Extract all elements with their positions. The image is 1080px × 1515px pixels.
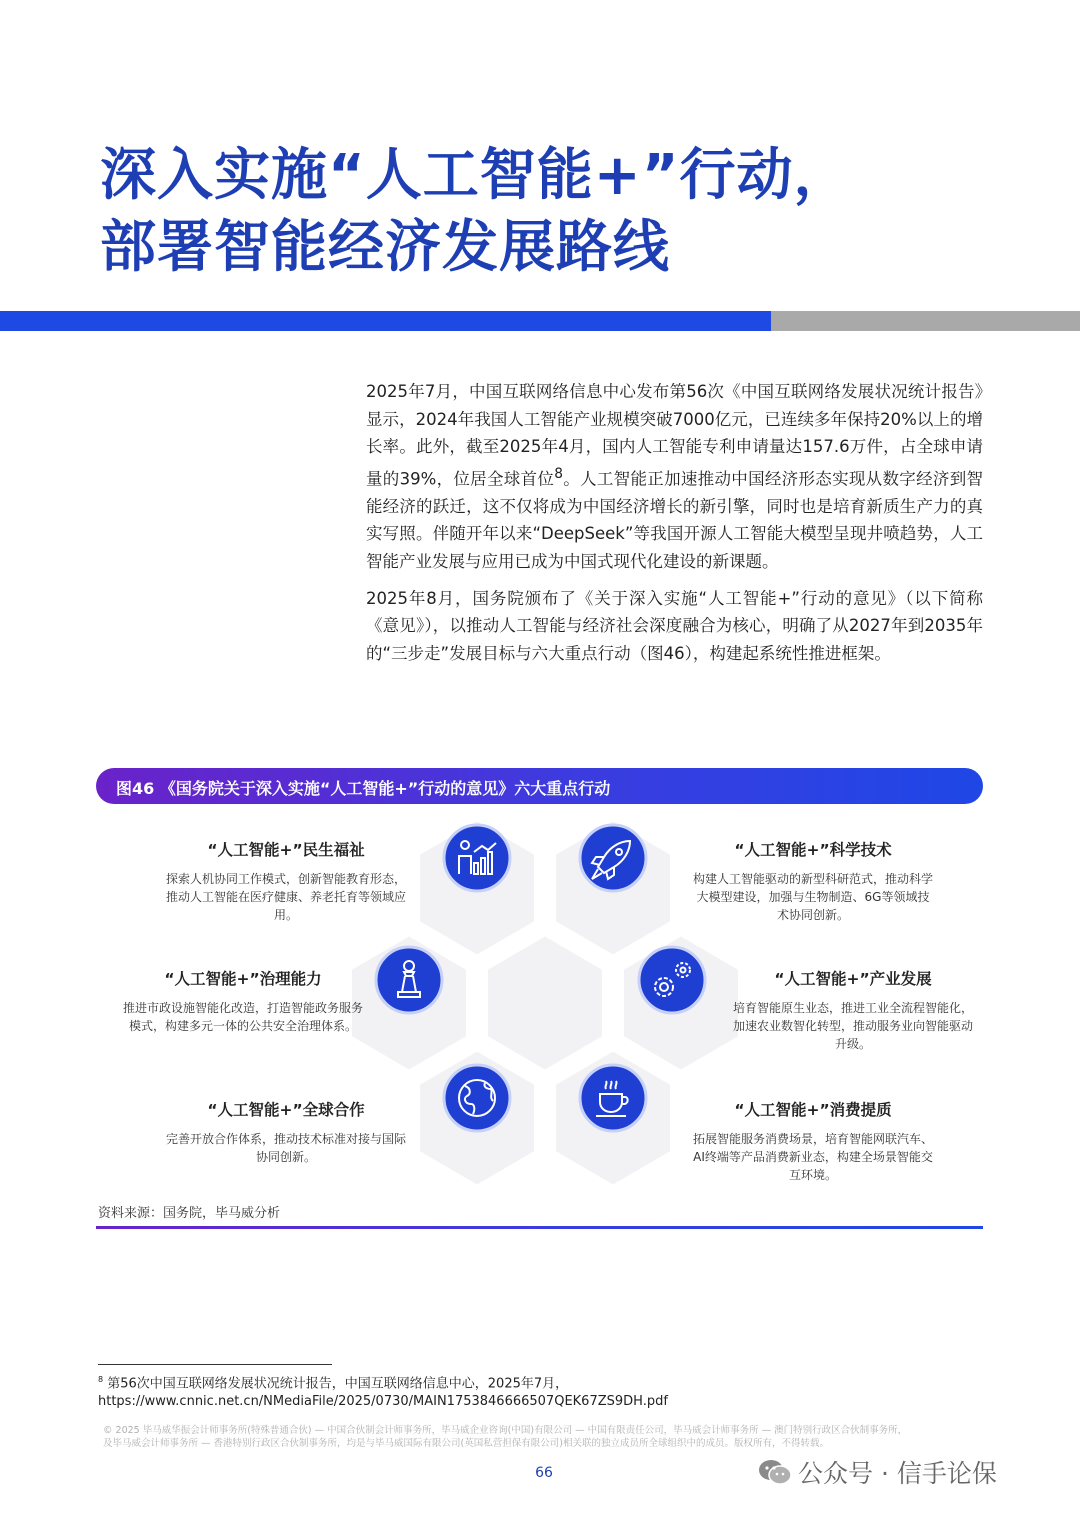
footnote-marker: 8 [98, 1375, 104, 1384]
action-item-industry [733, 967, 973, 1053]
legal-notice [103, 1424, 983, 1450]
coffee-cup-icon [580, 1065, 646, 1131]
rocket-icon [580, 825, 646, 891]
watermark [758, 1454, 997, 1490]
action-description: 探索人机协同工作模式，创新智能教育形态，推动人工智能在医疗健康、养老托育等领域应用。 [166, 872, 407, 922]
title-line-2: 部署智能经济发展路线 [100, 215, 670, 280]
figure-bottom-divider [96, 1226, 983, 1229]
footnote [98, 1371, 668, 1411]
wechat-icon [758, 1459, 792, 1485]
paragraph-2: 2025年8月，国务院颁布了《关于深入实施“人工智能+”行动的意见》（以下简称《意见》），以推动人工智能与经济社会深度融合为核心，明确了从2027年到2035年的“三步走”发展目标与六大重点行动（图46），构建起系统性推进框架。 [366, 588, 983, 663]
gears-icon [639, 947, 705, 1013]
globe-icon [444, 1065, 510, 1131]
action-item-global [166, 1098, 406, 1166]
figure-source: 资料来源：国务院，毕马威分析 [98, 1206, 281, 1221]
action-heading: “人工智能+”民生福祉 [207, 841, 365, 859]
footnote-divider [98, 1364, 332, 1365]
action-item-governance [123, 967, 363, 1035]
paragraph-1-part-a: 2025年7月，中国互联网络信息中心发布第56次《中国互联网络发展状况统计报告》显示，2024年我国人工智能产业规模突破7000亿元，已连续多年保持20%以上的增长率。此外，截至2025年4月，国内人工智能专利申请量达157.6万件，占全球申请量的39%，位居全球首位 [366, 382, 983, 489]
figure-title: 图46 《国务院关于深入实施“人工智能+”行动的意见》六大重点行动 [116, 779, 611, 798]
action-description: 完善开放合作体系，推动技术标准对接与国际协同创新。 [166, 1132, 407, 1164]
action-description: 培育智能原生业态，推进工业全流程智能化，加速农业数智化转型，推动服务业向智能驱动升级。 [733, 1001, 974, 1051]
action-heading: “人工智能+”全球合作 [207, 1101, 365, 1119]
action-item-science [693, 838, 933, 924]
paragraph-1-part-b: 。人工智能正加速推动中国经济形态实现从数字经济到智能经济的跃迁，这不仅将成为中国经济增长的新引擎，同时也是培育新质生产力的真实写照。伴随开年以来“DeepSeek”等我国开源人工智能大模型呈现井喷趋势，人工智能产业发展与应用已成为中国式现代化建设的新课题。 [366, 469, 983, 572]
watermark-text: 公众号 · 信手论保 [798, 1459, 997, 1488]
page-number: 66 [535, 1465, 553, 1481]
people-chart-icon [444, 825, 510, 891]
action-heading: “人工智能+”消费提质 [734, 1101, 892, 1119]
action-heading: “人工智能+”治理能力 [164, 970, 322, 988]
action-heading: “人工智能+”产业发展 [774, 970, 932, 988]
action-item-livelihood [166, 838, 406, 924]
action-description: 构建人工智能驱动的新型科研范式，推动科学大模型建设，加强与生物制造、6G等领域技术协同创新。 [693, 872, 934, 922]
chess-pawn-icon [376, 947, 442, 1013]
title-line-1: 深入实施“人工智能+”行动， [100, 143, 851, 208]
legal-line-2: 及毕马威会计师事务所 — 香港特别行政区合伙制事务所，均是与毕马威国际有限公司(英国私营担保有限公司)相关联的独立成员所全球组织中的成员。版权所有，不得转载。 [103, 1438, 829, 1449]
footnote-text: 第56次中国互联网络发展状况统计报告，中国互联网络信息中心，2025年7月， [107, 1376, 569, 1392]
action-description: 推进市政设施智能化改造，打造智能政务服务模式，构建多元一体的公共安全治理体系。 [123, 1001, 364, 1033]
action-item-consumption [693, 1098, 933, 1184]
legal-line-1: © 2025 毕马威华振会计师事务所(特殊普通合伙) — 中国合伙制会计师事务所，毕马威企业咨询(中国)有限公司 — 中国有限责任公司，毕马威会计师事务所 — 澳门特别行政区合伙制事务所， [103, 1425, 908, 1436]
footnote-ref[interactable]: 8 [554, 465, 563, 482]
action-heading: “人工智能+”科学技术 [734, 841, 892, 859]
footnote-url[interactable]: https://www.cnnic.net.cn/NMediaFile/2025/0730/MAIN1753846666507QEK67ZS9DH.pdf [98, 1394, 668, 1410]
action-description: 拓展智能服务消费场景，培育智能网联汽车、AI终端等产品消费新业态，构建全场景智能交互环境。 [693, 1132, 934, 1182]
